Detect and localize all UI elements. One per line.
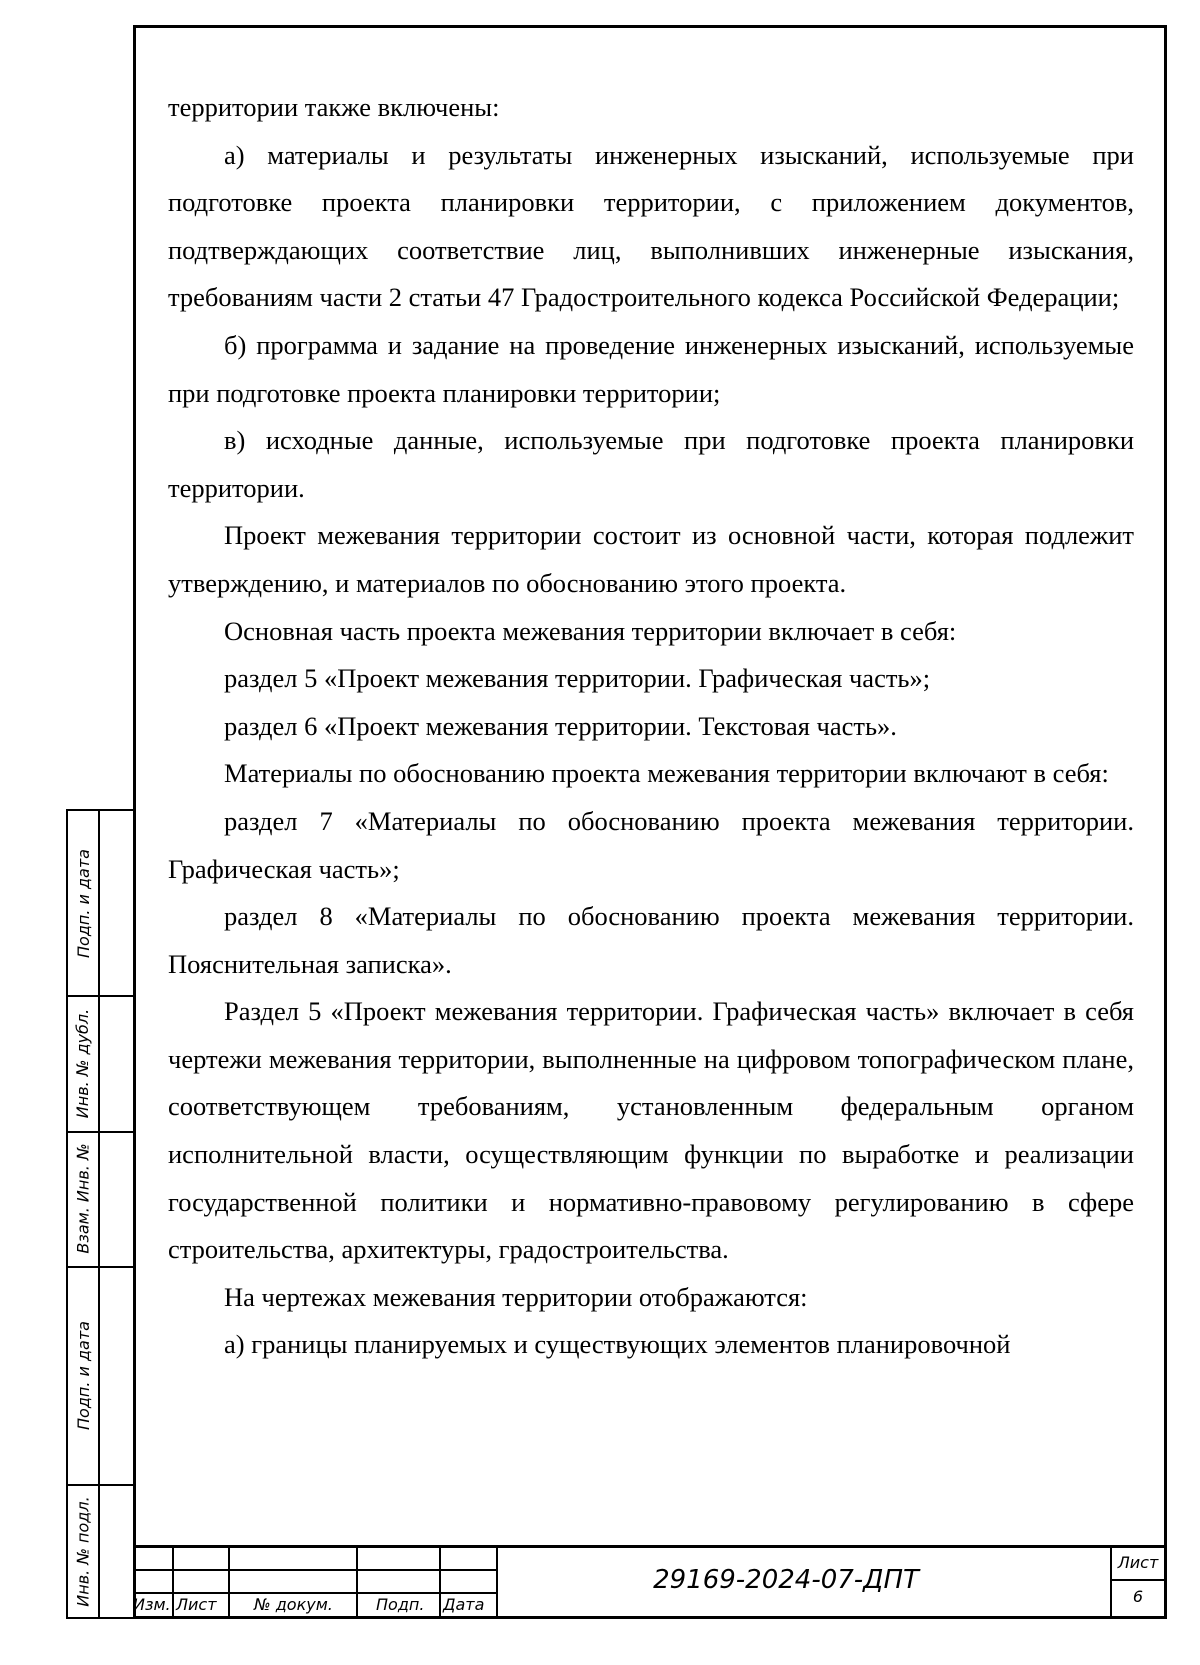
paragraph: раздел 5 «Проект межевания территории. Графическая часть»; xyxy=(224,663,931,694)
paragraph: в) исходные данные, используемые при подготовке проекта планировки территории. xyxy=(168,425,1134,503)
paragraph: Основная часть проекта межевания территории включает в себя: xyxy=(224,615,957,646)
title-block-top-line xyxy=(136,1545,1164,1548)
title-block-row-line xyxy=(136,1592,496,1594)
title-block-col-line xyxy=(228,1545,230,1616)
title-block-col-line xyxy=(172,1545,174,1616)
paragraph: а) границы планируемых и существующих элементов планировочной xyxy=(224,1329,1011,1360)
side-label-dup-inv: Инв. № дубл. xyxy=(73,1008,93,1118)
paragraph: раздел 7 «Материалы по обоснованию проекта межевания территории. Графическая часть»; xyxy=(168,805,1134,884)
document-body xyxy=(168,84,1134,1369)
col-label-sheet: Лист xyxy=(176,1595,217,1614)
side-label-sign-date-2: Подп. и дата xyxy=(73,1320,93,1430)
side-label-replace-inv: Взам. Инв. № xyxy=(73,1143,93,1254)
title-block-row-line xyxy=(1110,1579,1164,1581)
col-label-doc-number: № докум. xyxy=(254,1595,333,1614)
title-block xyxy=(133,1545,1164,1616)
side-label-sign-date: Подп. и дата xyxy=(73,848,93,958)
side-stamp xyxy=(66,809,136,1619)
paragraph: раздел 6 «Проект межевания территории. Текстовая часть». xyxy=(224,710,897,741)
paragraph: территории также включены: xyxy=(168,92,500,122)
paragraph: б) программа и задание на проведение инженерных изысканий, используемые при подготовке проекта планировки территории; xyxy=(168,329,1134,408)
title-block-col-line xyxy=(356,1545,358,1616)
paragraph: а) материалы и результаты инженерных изысканий, используемые при подготовке проекта планировки территории, с приложением документов, подтверждающих соответствие лиц, выполнивших инженерные изыскания, требованиям части 2 статьи 47 Градостроительного кодекса Российской Федерации; xyxy=(168,139,1134,313)
col-label-signature: Подп. xyxy=(376,1595,425,1614)
title-block-col-line xyxy=(439,1545,441,1616)
title-block-row-line xyxy=(136,1569,496,1571)
sheet-number: 6 xyxy=(1132,1587,1144,1606)
side-stamp-divider xyxy=(98,811,100,1617)
paragraph: раздел 8 «Материалы по обоснованию проекта межевания территории. Пояснительная записка». xyxy=(168,901,1134,979)
paragraph: Материалы по обоснованию проекта межевания территории включают в себя: xyxy=(224,758,1109,789)
side-label-orig-inv: Инв. № подл. xyxy=(73,1496,93,1607)
paragraph: Раздел 5 «Проект межевания территории. Графическая часть» включает в себя чертежи межевания территории, выполненные на цифровом топографическом плане, соответствующем требованиям, установленным федеральным органом исполнительной власти, осуществляющим функции по выработке и реализации государственной политики и нормативно-правовому регулированию в сфере строительства, архитектуры, градостроительства. xyxy=(168,996,1134,1265)
col-label-change: Изм. xyxy=(133,1595,171,1614)
sheet-label: Лист xyxy=(1117,1553,1159,1572)
paragraph: Проект межевания территории состоит из основной части, которая подлежит утверждению, и материалов по обоснованию этого проекта. xyxy=(168,520,1134,598)
col-label-date: Дата xyxy=(443,1595,485,1614)
document-code: 29169-2024-07-ДПТ xyxy=(653,1565,919,1595)
paragraph: На чертежах межевания территории отображаются: xyxy=(224,1281,808,1312)
